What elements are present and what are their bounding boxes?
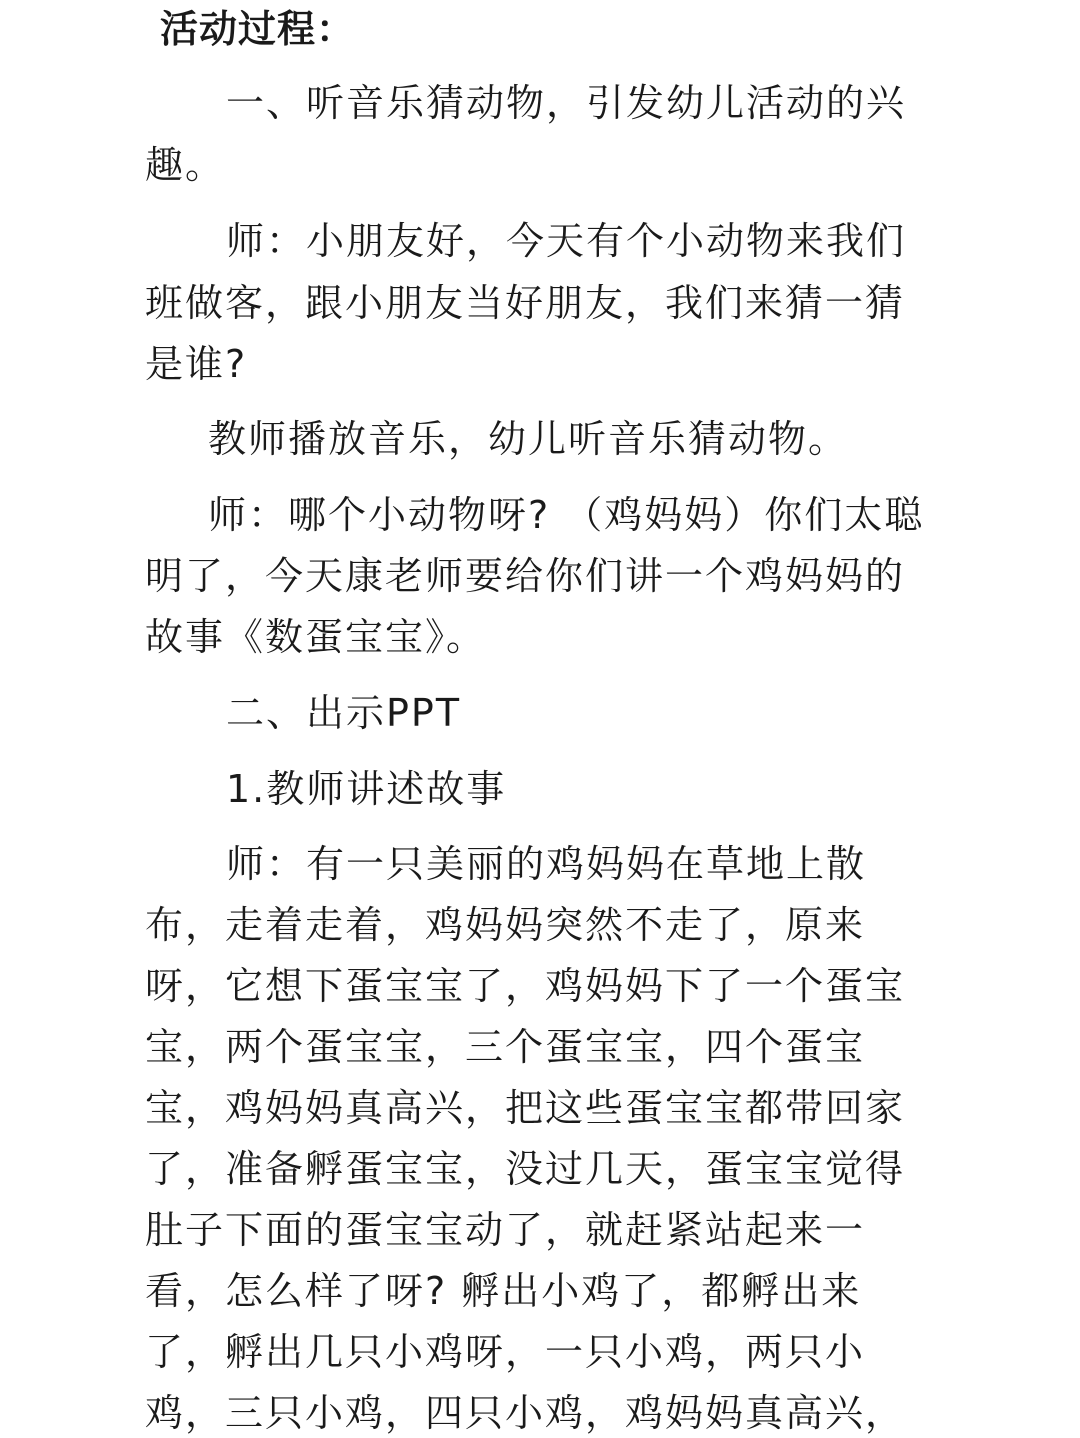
text-line: 布，走着走着，鸡妈妈突然不走了，原来: [145, 903, 866, 947]
text-line: 宝，两个蛋宝宝，三个蛋宝宝，四个蛋宝: [145, 1025, 866, 1069]
section-heading: 活动过程：: [160, 7, 356, 51]
text-line: 明了，今天康老师要给你们讲一个鸡妈妈的: [145, 554, 906, 598]
text-line: 宝，鸡妈妈真高兴，把这些蛋宝宝都带回家: [145, 1086, 906, 1130]
text-line: 教师播放音乐，幼儿听音乐猜动物。: [208, 417, 849, 461]
text-line: 呀，它想下蛋宝宝了，鸡妈妈下了一个蛋宝: [145, 964, 906, 1008]
text-line: 班做客，跟小朋友当好朋友，我们来猜一猜: [145, 281, 906, 325]
text-line: 二、出示PPT: [226, 691, 462, 735]
text-line: 了，孵出几只小鸡呀，一只小鸡，两只小: [145, 1330, 866, 1374]
text-line: 师：哪个小动物呀? （鸡妈妈）你们太聪: [208, 493, 925, 537]
text-line: 师：有一只美丽的鸡妈妈在草地上散: [226, 842, 867, 886]
text-line: 趣。: [145, 143, 226, 187]
text-line: 一、听音乐猜动物，引发幼儿活动的兴: [226, 81, 907, 125]
text-line: 故事《数蛋宝宝》。: [145, 615, 487, 659]
text-line: 看，怎么样了呀? 孵出小鸡了，都孵出来: [145, 1269, 862, 1313]
text-line: 鸡，三只小鸡，四只小鸡，鸡妈妈真高兴，: [145, 1391, 906, 1435]
text-line: 师：小朋友好，今天有个小动物来我们: [226, 219, 907, 263]
text-line: 是谁?: [145, 342, 248, 386]
text-line: 肚子下面的蛋宝宝动了，就赶紧站起来一: [145, 1208, 866, 1252]
text-line: 了，准备孵蛋宝宝，没过几天，蛋宝宝觉得: [145, 1147, 906, 1191]
text-line: 1.教师讲述故事: [226, 767, 507, 811]
